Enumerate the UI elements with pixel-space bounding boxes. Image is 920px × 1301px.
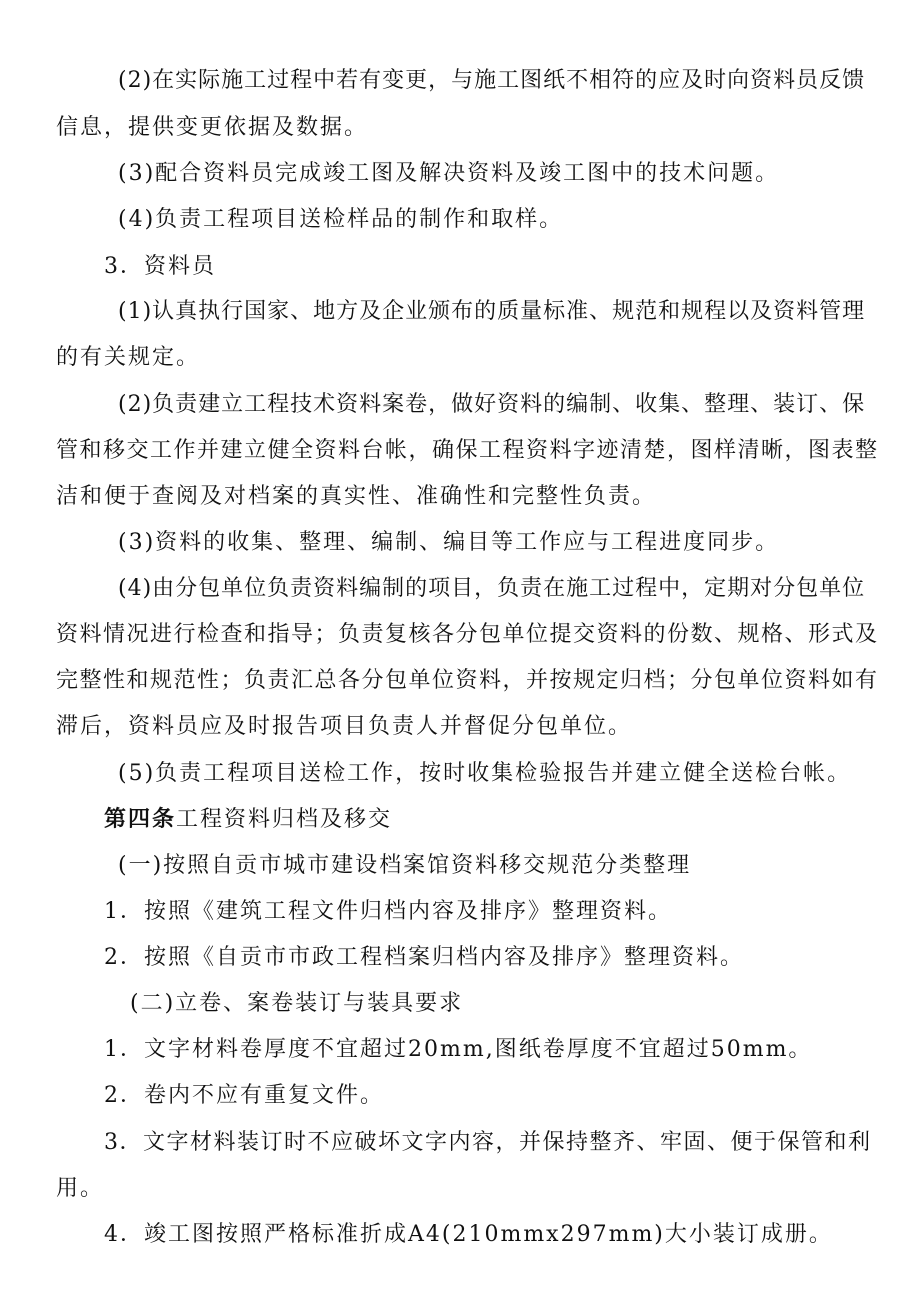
paragraph-line: 信息，提供变更依据及数据。 xyxy=(56,115,369,140)
paragraph-line: (5)负责工程项目送检工作，按时收集检验报告并建立健全送检台帐。 xyxy=(118,761,852,786)
subsection-heading: (二)立卷、案卷装订与装具要求 xyxy=(130,991,464,1016)
list-item: 4．竣工图按照严格标准折成A4(210mmx297mm)大小装订成册。 xyxy=(104,1222,833,1247)
list-item: 2．卷内不应有重复文件。 xyxy=(104,1083,384,1108)
paragraph-line: (3)资料的收集、整理、编制、编目等工作应与工程进度同步。 xyxy=(118,530,780,555)
paragraph-line: (3)配合资料员完成竣工图及解决资料及竣工图中的技术问题。 xyxy=(118,161,780,186)
paragraph-line: (4)负责工程项目送检样品的制作和取样。 xyxy=(118,207,564,232)
article-title: 工程资料归档及移交 xyxy=(176,807,393,832)
article-heading xyxy=(104,804,392,835)
list-item: 1．文字材料卷厚度不宜超过20mm,图纸卷厚度不宜超过50mm。 xyxy=(104,1037,813,1062)
list-item: 1．按照《建筑工程文件归档内容及排序》整理资料。 xyxy=(104,899,672,924)
article-number: 第四条 xyxy=(104,806,177,832)
paragraph-line: 资料情况进行检查和指导；负责复核各分包单位提交资料的份数、规格、形式及 xyxy=(56,622,879,647)
paragraph-line: 的有关规定。 xyxy=(56,345,201,370)
paragraph-line: 完整性和规范性；负责汇总各分包单位资料，并按规定归档；分包单位资料如有 xyxy=(56,668,879,693)
list-item: 2．按照《自贡市市政工程档案归档内容及排序》整理资料。 xyxy=(104,945,744,970)
subsection-heading: (一)按照自贡市城市建设档案馆资料移交规范分类整理 xyxy=(118,853,692,878)
paragraph-line: 滞后，资料员应及时报告项目负责人并督促分包单位。 xyxy=(56,714,633,739)
section-heading: 3．资料员 xyxy=(104,254,216,279)
list-item: 3．文字材料装订时不应破坏文字内容，并保持整齐、牢固、便于保管和利 xyxy=(104,1130,872,1155)
paragraph-line: (2)负责建立工程技术资料案卷，做好资料的编制、收集、整理、装订、保 xyxy=(118,392,866,417)
paragraph-line: (4)由分包单位负责资料编制的项目，负责在施工过程中，定期对分包单位 xyxy=(118,576,866,601)
paragraph-line: 管和移交工作并建立健全资料台帐，确保工程资料字迹清楚，图样清晰，图表整 xyxy=(56,438,879,463)
paragraph-line: (1)认真执行国家、地方及企业颁布的质量标准、规范和规程以及资料管理 xyxy=(118,299,866,324)
paragraph-line: 洁和便于查阅及对档案的真实性、准确性和完整性负责。 xyxy=(56,484,657,509)
paragraph-line: 用。 xyxy=(56,1176,105,1201)
paragraph-line: (2)在实际施工过程中若有变更，与施工图纸不相符的应及时向资料员反馈 xyxy=(118,68,866,93)
